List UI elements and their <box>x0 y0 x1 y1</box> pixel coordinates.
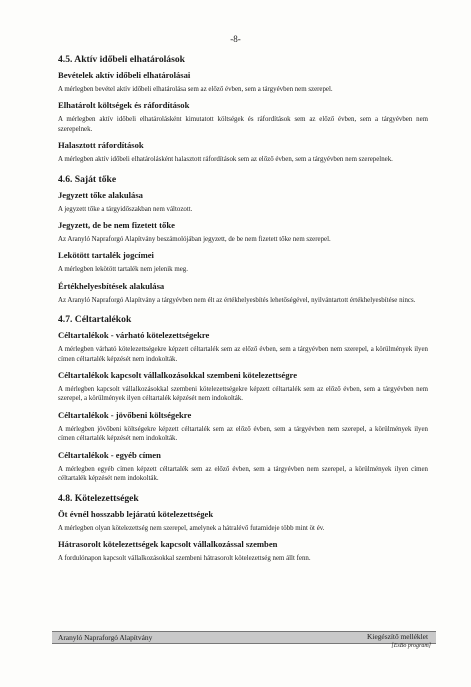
paragraph: A mérlegben bevétel aktív időbeli elhatárolása sem az előző évben, sem a tárgyévben nem szerepel. <box>58 86 333 93</box>
paragraph: A mérlegben egyéb címen képzett céltartalék sem az előző évben, sem a tárgyévben nem szerepel, a körülmények ilyen címen céltartalék képzését nem indokolták. <box>58 465 428 483</box>
subsection-title: Céltartalékok - jövőbeni költségekre <box>58 409 192 420</box>
subsection-title: Jegyzett tőke alakulása <box>58 189 143 200</box>
section-celtartalekok <box>58 314 428 483</box>
subsection-title: Céltartalékok - várható kötelezettségekre <box>58 330 210 341</box>
paragraph: A jegyzett tőke a tárgyidőszakban nem változott. <box>58 205 193 213</box>
subsection-title: Öt évnél hosszabb lejáratú kötelezettségek <box>58 508 214 519</box>
subsection-title: Jegyzett, de be nem fizetett tőke <box>58 220 175 231</box>
subsection-title: Céltartalékok kapcsolt vállalkozásokkal szembeni kötelezettségre <box>58 370 298 381</box>
section-title: 4.5. Aktív időbeli elhatárolások <box>58 54 185 65</box>
subsection-title: Elhatárolt költségek és ráfordítások <box>58 100 190 111</box>
section-title: 4.7. Céltartalékok <box>58 314 132 326</box>
section-sajat-toke <box>58 174 428 306</box>
section-title: 4.8. Kötelezettségek <box>58 492 139 504</box>
subsection-title: Céltartalékok - egyéb címen <box>58 449 161 460</box>
document-body <box>58 54 428 569</box>
paragraph: A mérlegben kapcsolt vállalkozásokkal szembeni kötelezettségekre képzett céltartalék sem az előző évben, sem a tárgyévben nem szerepel, a körülmények ilyen céltartalék képzését nem indokolták. <box>58 386 428 403</box>
subsection-title: Lekötött tartalék jogcímei <box>58 250 154 261</box>
paragraph: A mérlegben jövőbeni költségekre képzett céltartalék sem az előző évben, sem a tárgyévben nem szerepel, a körülmények ilyen címen céltartalék képzését nem indokolták. <box>58 425 428 443</box>
paragraph: A mérlegben aktív időbeli elhatárolásként kimutatott költségek és ráfordítások sem az előző évben, sem a tárgyévben nem szerepelnek. <box>58 116 428 133</box>
paragraph: Az Aranyló Napraforgó Alapítvány beszámolójában jegyzett, de be nem fizetett tőke nem szerepel. <box>58 236 331 244</box>
subsection-title: Halasztott ráfordítások <box>58 140 144 151</box>
subsection-title: Bevételek aktív időbeli elhatárolásai <box>58 70 191 80</box>
paragraph: A mérlegben lekötött tartalék nem jelenik meg. <box>58 266 188 274</box>
footer-program: [EsBo program] <box>391 643 431 649</box>
section-aktiv-idobeli-elhatarolasok <box>58 54 428 165</box>
paragraph: Az Aranyló Napraforgó Alapítvány a tárgyévben nem élt az értékhelyesbítés lehetőségével, nyilvántartott értékhelyesbítése nincs. <box>58 296 416 304</box>
footer-document-type: Kiegészítő melléklet <box>367 632 428 641</box>
paragraph: A mérlegben várható kötelezettségekre képzett céltartalék sem az előző évben, sem a tárgyévben nem szerepel, a körülmények ilyen címen céltartalék képzését nem indokolták. <box>58 346 428 363</box>
subsection-title: Hátrasorolt kötelezettségek kapcsolt vállalkozással szemben <box>58 538 278 549</box>
paragraph: A mérlegben olyan kötelezettség nem szerepel, amelynek a hátralévő futamideje több mint öt év. <box>58 524 325 532</box>
page-number: -8- <box>230 34 241 44</box>
section-title: 4.6. Saját tőke <box>58 173 117 185</box>
footer-organization: Aranyló Napraforgó Alapítvány <box>58 633 153 642</box>
footer-bar <box>52 631 436 644</box>
section-kotelezettsegek <box>58 493 428 564</box>
paragraph: A mérlegben aktív időbeli elhatárolásként halasztott ráfordítások sem az előző évben, sem a tárgyévben nem szerepelnek. <box>58 156 393 164</box>
paragraph: A fordulónapon kapcsolt vállalkozásokkal szembeni hátrasorolt kötelezettség nem állt fenn. <box>58 554 311 562</box>
subsection-title: Értékhelyesbítések alakulása <box>58 280 165 291</box>
